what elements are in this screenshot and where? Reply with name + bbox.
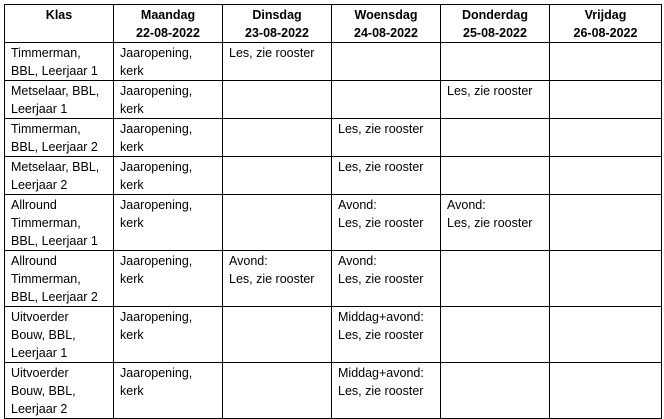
cell-text: kerk <box>120 140 144 154</box>
cell-text: Allround <box>11 254 57 268</box>
column-header-day: Dinsdag <box>252 8 302 22</box>
cell-text: Jaaropening, <box>120 122 193 136</box>
cell-text: Jaaropening, <box>120 84 193 98</box>
column-header-klas <box>5 5 114 43</box>
class-name-cell <box>5 119 114 157</box>
cell-text: BBL, Leerjaar 2 <box>11 140 98 154</box>
table-row <box>5 195 662 251</box>
class-name-cell <box>5 43 114 81</box>
cell-text: Les, zie rooster <box>338 122 424 136</box>
cell-text: Timmerman, <box>11 272 81 286</box>
schedule-cell-donderdag <box>441 251 550 307</box>
cell-text: Jaaropening, <box>120 160 193 174</box>
schedule-cell-vrijdag <box>550 307 662 363</box>
cell-text: Les, zie rooster <box>338 216 424 230</box>
cell-text: Les, zie rooster <box>338 328 424 342</box>
schedule-cell-donderdag <box>441 119 550 157</box>
column-header-date: 23-08-2022 <box>245 26 309 40</box>
schedule-cell-donderdag <box>441 195 550 251</box>
cell-text: kerk <box>120 272 144 286</box>
cell-text: Leerjaar 2 <box>11 178 68 192</box>
column-header-day: Maandag <box>140 8 196 22</box>
cell-text: Jaaropening, <box>120 254 193 268</box>
schedule-cell-dinsdag <box>223 157 332 195</box>
cell-text: Avond: <box>229 254 268 268</box>
schedule-cell-dinsdag <box>223 307 332 363</box>
schedule-cell-dinsdag <box>223 251 332 307</box>
cell-text: BBL, Leerjaar 1 <box>11 234 98 248</box>
schedule-cell-donderdag <box>441 43 550 81</box>
schedule-table <box>4 4 662 419</box>
column-header-day: Vrijdag <box>584 8 627 22</box>
table-row <box>5 81 662 119</box>
cell-text: Bouw, BBL, <box>11 328 76 342</box>
table-row <box>5 43 662 81</box>
column-header-day: Donderdag <box>462 8 528 22</box>
header-row <box>5 5 662 43</box>
cell-text: kerk <box>120 102 144 116</box>
column-header-vrijdag <box>550 5 662 43</box>
cell-text: Uitvoerder <box>11 366 69 380</box>
schedule-cell-vrijdag <box>550 363 662 419</box>
class-name-cell <box>5 307 114 363</box>
cell-text: Timmerman, <box>11 216 81 230</box>
schedule-cell-donderdag <box>441 307 550 363</box>
table-row <box>5 307 662 363</box>
schedule-cell-woensdag <box>332 43 441 81</box>
cell-text: kerk <box>120 64 144 78</box>
cell-text: Middag+avond: <box>338 310 424 324</box>
cell-text: kerk <box>120 328 144 342</box>
cell-text: Jaaropening, <box>120 198 193 212</box>
schedule-cell-maandag <box>114 363 223 419</box>
column-header-dinsdag <box>223 5 332 43</box>
schedule-cell-dinsdag <box>223 81 332 119</box>
table-row <box>5 363 662 419</box>
cell-text: Les, zie rooster <box>447 84 533 98</box>
schedule-cell-dinsdag <box>223 363 332 419</box>
cell-text: Metselaar, BBL, <box>11 84 100 98</box>
schedule-cell-donderdag <box>441 363 550 419</box>
column-header-day: Klas <box>45 8 73 22</box>
schedule-cell-woensdag <box>332 363 441 419</box>
schedule-cell-maandag <box>114 81 223 119</box>
class-name-cell <box>5 251 114 307</box>
cell-text: Jaaropening, <box>120 310 193 324</box>
class-name-cell <box>5 195 114 251</box>
schedule-cell-maandag <box>114 119 223 157</box>
cell-text: Middag+avond: <box>338 366 424 380</box>
cell-text: Metselaar, BBL, <box>11 160 100 174</box>
table-header <box>5 5 662 43</box>
cell-text: BBL, Leerjaar 1 <box>11 64 98 78</box>
cell-text: Bouw, BBL, <box>11 384 76 398</box>
cell-text: Timmerman, <box>11 46 81 60</box>
schedule-cell-woensdag <box>332 119 441 157</box>
cell-text: Avond: <box>447 198 486 212</box>
cell-text: kerk <box>120 384 144 398</box>
cell-text: Uitvoerder <box>11 310 69 324</box>
schedule-cell-vrijdag <box>550 81 662 119</box>
column-header-donderdag <box>441 5 550 43</box>
schedule-cell-vrijdag <box>550 195 662 251</box>
cell-text: kerk <box>120 216 144 230</box>
schedule-cell-vrijdag <box>550 157 662 195</box>
cell-text: Jaaropening, <box>120 46 193 60</box>
column-header-day: Woensdag <box>354 8 418 22</box>
schedule-cell-donderdag <box>441 157 550 195</box>
column-header-maandag <box>114 5 223 43</box>
schedule-cell-dinsdag <box>223 43 332 81</box>
cell-text: BBL, Leerjaar 2 <box>11 290 98 304</box>
schedule-cell-woensdag <box>332 251 441 307</box>
schedule-cell-woensdag <box>332 195 441 251</box>
cell-text: Avond: <box>338 198 377 212</box>
schedule-cell-woensdag <box>332 81 441 119</box>
cell-text: Les, zie rooster <box>229 46 315 60</box>
class-name-cell <box>5 157 114 195</box>
schedule-cell-vrijdag <box>550 119 662 157</box>
table-body <box>5 43 662 419</box>
table-row <box>5 251 662 307</box>
schedule-cell-dinsdag <box>223 119 332 157</box>
cell-text: Leerjaar 1 <box>11 346 68 360</box>
column-header-date: 26-08-2022 <box>573 26 638 40</box>
cell-text: Allround <box>11 198 57 212</box>
cell-text: Les, zie rooster <box>229 272 315 286</box>
schedule-cell-woensdag <box>332 307 441 363</box>
column-header-date: 25-08-2022 <box>463 26 527 40</box>
column-header-date: 22-08-2022 <box>136 26 200 40</box>
cell-text: Avond: <box>338 254 377 268</box>
table-row <box>5 157 662 195</box>
schedule-cell-vrijdag <box>550 43 662 81</box>
cell-text: Timmerman, <box>11 122 81 136</box>
schedule-cell-maandag <box>114 43 223 81</box>
cell-text: kerk <box>120 178 144 192</box>
cell-text: Jaaropening, <box>120 366 193 380</box>
cell-text: Leerjaar 2 <box>11 402 68 416</box>
schedule-cell-dinsdag <box>223 195 332 251</box>
cell-text: Les, zie rooster <box>338 272 424 286</box>
table-row <box>5 119 662 157</box>
class-name-cell <box>5 363 114 419</box>
schedule-cell-maandag <box>114 195 223 251</box>
schedule-cell-maandag <box>114 251 223 307</box>
cell-text: Leerjaar 1 <box>11 102 68 116</box>
cell-text: Les, zie rooster <box>338 384 424 398</box>
schedule-cell-donderdag <box>441 81 550 119</box>
schedule-cell-maandag <box>114 307 223 363</box>
schedule-cell-maandag <box>114 157 223 195</box>
cell-text: Les, zie rooster <box>338 160 424 174</box>
schedule-cell-woensdag <box>332 157 441 195</box>
column-header-woensdag <box>332 5 441 43</box>
schedule-cell-vrijdag <box>550 251 662 307</box>
column-header-date: 24-08-2022 <box>354 26 418 40</box>
class-name-cell <box>5 81 114 119</box>
cell-text: Les, zie rooster <box>447 216 533 230</box>
